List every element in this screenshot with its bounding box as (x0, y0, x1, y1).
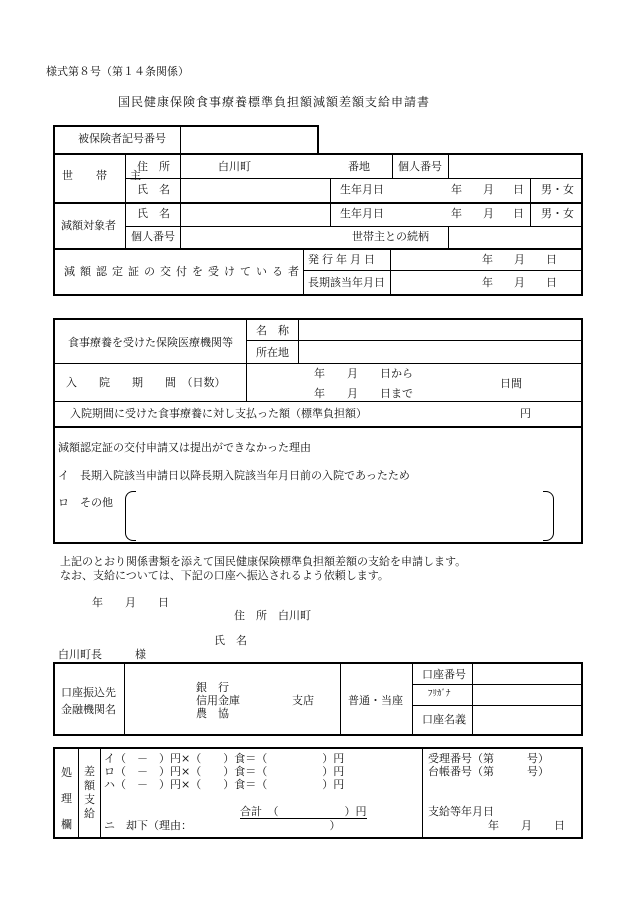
form-number: 様式第８号（第１４条関係） (46, 65, 189, 78)
facility-name-label: 名 称 (256, 324, 289, 337)
insured-number-label: 被保険者記号番号 (78, 132, 166, 145)
period-from: 年 月 日から (314, 367, 413, 380)
birth-year: 年 (451, 183, 462, 196)
branch-label: 支店 (292, 694, 314, 707)
account-number-label: 口座番号 (422, 668, 466, 681)
name-label: 氏 名 (137, 183, 170, 196)
issue-month: 月 (514, 253, 525, 266)
bank-label-1: 口座振込先 (61, 686, 116, 699)
sex-option[interactable]: 男・女 (541, 183, 574, 196)
addressee: 白川町長 様 (58, 648, 146, 661)
target-personal-number-label: 個人番号 (131, 230, 175, 243)
bank-type-agri[interactable]: 農 協 (196, 707, 229, 720)
householder-name-field[interactable] (182, 180, 328, 200)
paid-amount-label: 入院期間に受けた食事療養に対し支払った額（標準負担額） (70, 407, 367, 420)
target-label: 減額対象者 (61, 219, 116, 232)
bank-type-credit[interactable]: 信用金庫 (196, 694, 240, 707)
certificate-label: 減額認定証の交付を受けている者 (64, 265, 304, 278)
calc-row-ro: ロ（ － ）円×（ ）食＝（ ）円 (104, 765, 345, 778)
reason-i[interactable]: イ 長期入院該当申請日以降長期入院該当年月日前の入院であったため (58, 469, 410, 482)
paid-amount-yen: 円 (520, 407, 531, 420)
birth-label: 生年月日 (340, 183, 384, 196)
reason-other-field[interactable] (138, 492, 540, 538)
diff-label-3: 支 (84, 793, 95, 806)
processing-label-2: 理 (61, 792, 72, 805)
processing-label-1: 処 (61, 766, 72, 779)
applicant-address[interactable]: 住 所 白川町 (234, 609, 311, 622)
payment-date-label: 支給等年月日 (428, 805, 494, 818)
reason-title: 減額認定証の交付申請又は提出ができなかった理由 (58, 441, 311, 454)
reason-ro[interactable]: ロ その他 (58, 496, 113, 509)
target-personal-number-field[interactable] (182, 228, 342, 246)
target-sex-option[interactable]: 男・女 (541, 207, 574, 220)
target-name-field[interactable] (182, 204, 328, 224)
calc-row-i: イ（ － ）円×（ ）食＝（ ）円 (104, 752, 345, 765)
processing-label-3: 欄 (61, 818, 72, 831)
furigana-field[interactable] (474, 686, 580, 704)
facility-location-field[interactable] (300, 342, 580, 362)
bank-label-2: 金融機関名 (61, 703, 116, 716)
facility-location-label: 所在地 (256, 346, 289, 359)
relation-label: 世帯主との続柄 (352, 230, 429, 243)
diff-label-2: 額 (84, 779, 95, 792)
issue-date-label: 発行年月日 (308, 253, 378, 266)
applicant-name-label: 氏 名 (214, 634, 247, 647)
facility-label: 食事療養を受けた保険医療機関等 (68, 336, 233, 349)
period-days: 日間 (500, 377, 522, 390)
bank-type-bank[interactable]: 銀 行 (196, 681, 229, 694)
birth-month: 月 (483, 183, 494, 196)
long-term-date-label: 長期該当年月日 (308, 276, 385, 289)
target-birth-month: 月 (483, 207, 494, 220)
issue-year: 年 (482, 253, 493, 266)
calc-total: 合計 （ ）円 (240, 805, 367, 818)
long-day: 日 (546, 276, 557, 289)
declaration-line2: なお、支給については、下記の口座へ振込されるよう依頼します。 (60, 569, 389, 582)
address-label: 住 所 (137, 160, 170, 173)
account-type[interactable]: 普通・当座 (348, 694, 403, 707)
issue-day: 日 (546, 253, 557, 266)
account-name-label: 口座名義 (422, 713, 466, 726)
long-year: 年 (482, 276, 493, 289)
period-label: 入 院 期 間 （日数） (66, 376, 226, 389)
personal-number-label: 個人番号 (398, 160, 442, 173)
banchi-label: 番地 (348, 160, 370, 173)
receipt-number: 受理番号（第 号） (428, 752, 549, 765)
relation-field[interactable] (450, 228, 580, 246)
form-title: 国民健康保険食事療養標準負担額減額差額支給申請書 (118, 95, 431, 109)
facility-name-field[interactable] (300, 321, 580, 339)
birth-day: 日 (513, 183, 524, 196)
target-birth-label: 生年月日 (340, 207, 384, 220)
target-name-label: 氏 名 (137, 207, 170, 220)
furigana-label: ﾌﾘｶﾞﾅ (428, 689, 451, 699)
account-name-field[interactable] (474, 707, 580, 733)
ledger-number: 台帳番号（第 号） (428, 765, 549, 778)
insured-number-field[interactable] (181, 127, 316, 153)
payment-date: 年 月 日 (488, 819, 565, 832)
long-month: 月 (514, 276, 525, 289)
address-value[interactable]: 白川町 (218, 160, 251, 173)
declaration-line1: 上記のとおり関係書類を添えて国民健康保険標準負担額差額の支給を申請します。 (60, 555, 467, 568)
target-birth-year: 年 (451, 207, 462, 220)
reason-right-bracket (543, 491, 554, 541)
calc-row-ha: ハ（ － ）円×（ ）食＝（ ）円 (104, 778, 345, 791)
account-number-field[interactable] (474, 665, 580, 683)
householder-label: 世 帯 主 (62, 169, 147, 182)
diff-label-1: 差 (84, 765, 95, 778)
period-to: 年 月 日まで (314, 387, 413, 400)
reject-row: ニ 却下（理由： ） (104, 819, 341, 832)
reason-left-bracket (125, 491, 136, 541)
diff-label-4: 給 (84, 807, 95, 820)
householder-personal-number-field[interactable] (450, 156, 580, 176)
target-birth-day: 日 (513, 207, 524, 220)
application-date[interactable]: 年 月 日 (92, 596, 169, 609)
